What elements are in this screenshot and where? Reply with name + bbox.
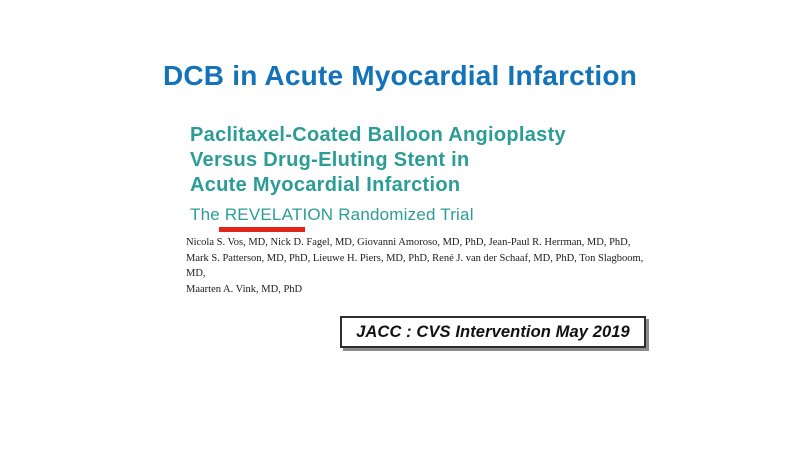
author-list <box>186 235 646 297</box>
paper-title-line-1: Paclitaxel-Coated Balloon Angioplasty <box>190 124 566 146</box>
trial-subtitle <box>190 205 474 225</box>
trial-subtitle-suffix: Randomized Trial <box>333 205 474 224</box>
trial-name-underline <box>219 227 305 232</box>
author-line-3: Maarten A. Vink, MD, PhD <box>186 283 303 295</box>
paper-title <box>190 123 566 198</box>
journal-citation-box <box>340 316 646 348</box>
paper-title-line-2: Versus Drug-Eluting Stent in <box>190 149 470 171</box>
slide-title: DCB in Acute Myocardial Infarction <box>162 60 638 91</box>
trial-subtitle-prefix: The <box>190 205 225 224</box>
journal-citation-text: JACC : CVS Intervention May 2019 <box>356 323 630 341</box>
paper-title-line-3: Acute Myocardial Infarction <box>190 174 461 196</box>
author-line-1: Nicola S. Vos, MD, Nick D. Fagel, MD, Giovanni Amoroso, MD, PhD, Jean-Paul R. Herrman, MD, PhD, <box>186 237 631 248</box>
trial-name-highlight: REVELATION <box>224 205 334 224</box>
author-line-2: Mark S. Patterson, MD, PhD, Lieuwe H. Piers, MD, PhD, René J. van der Schaaf, MD, PhD, Ton Slagboom, MD, <box>186 252 644 279</box>
